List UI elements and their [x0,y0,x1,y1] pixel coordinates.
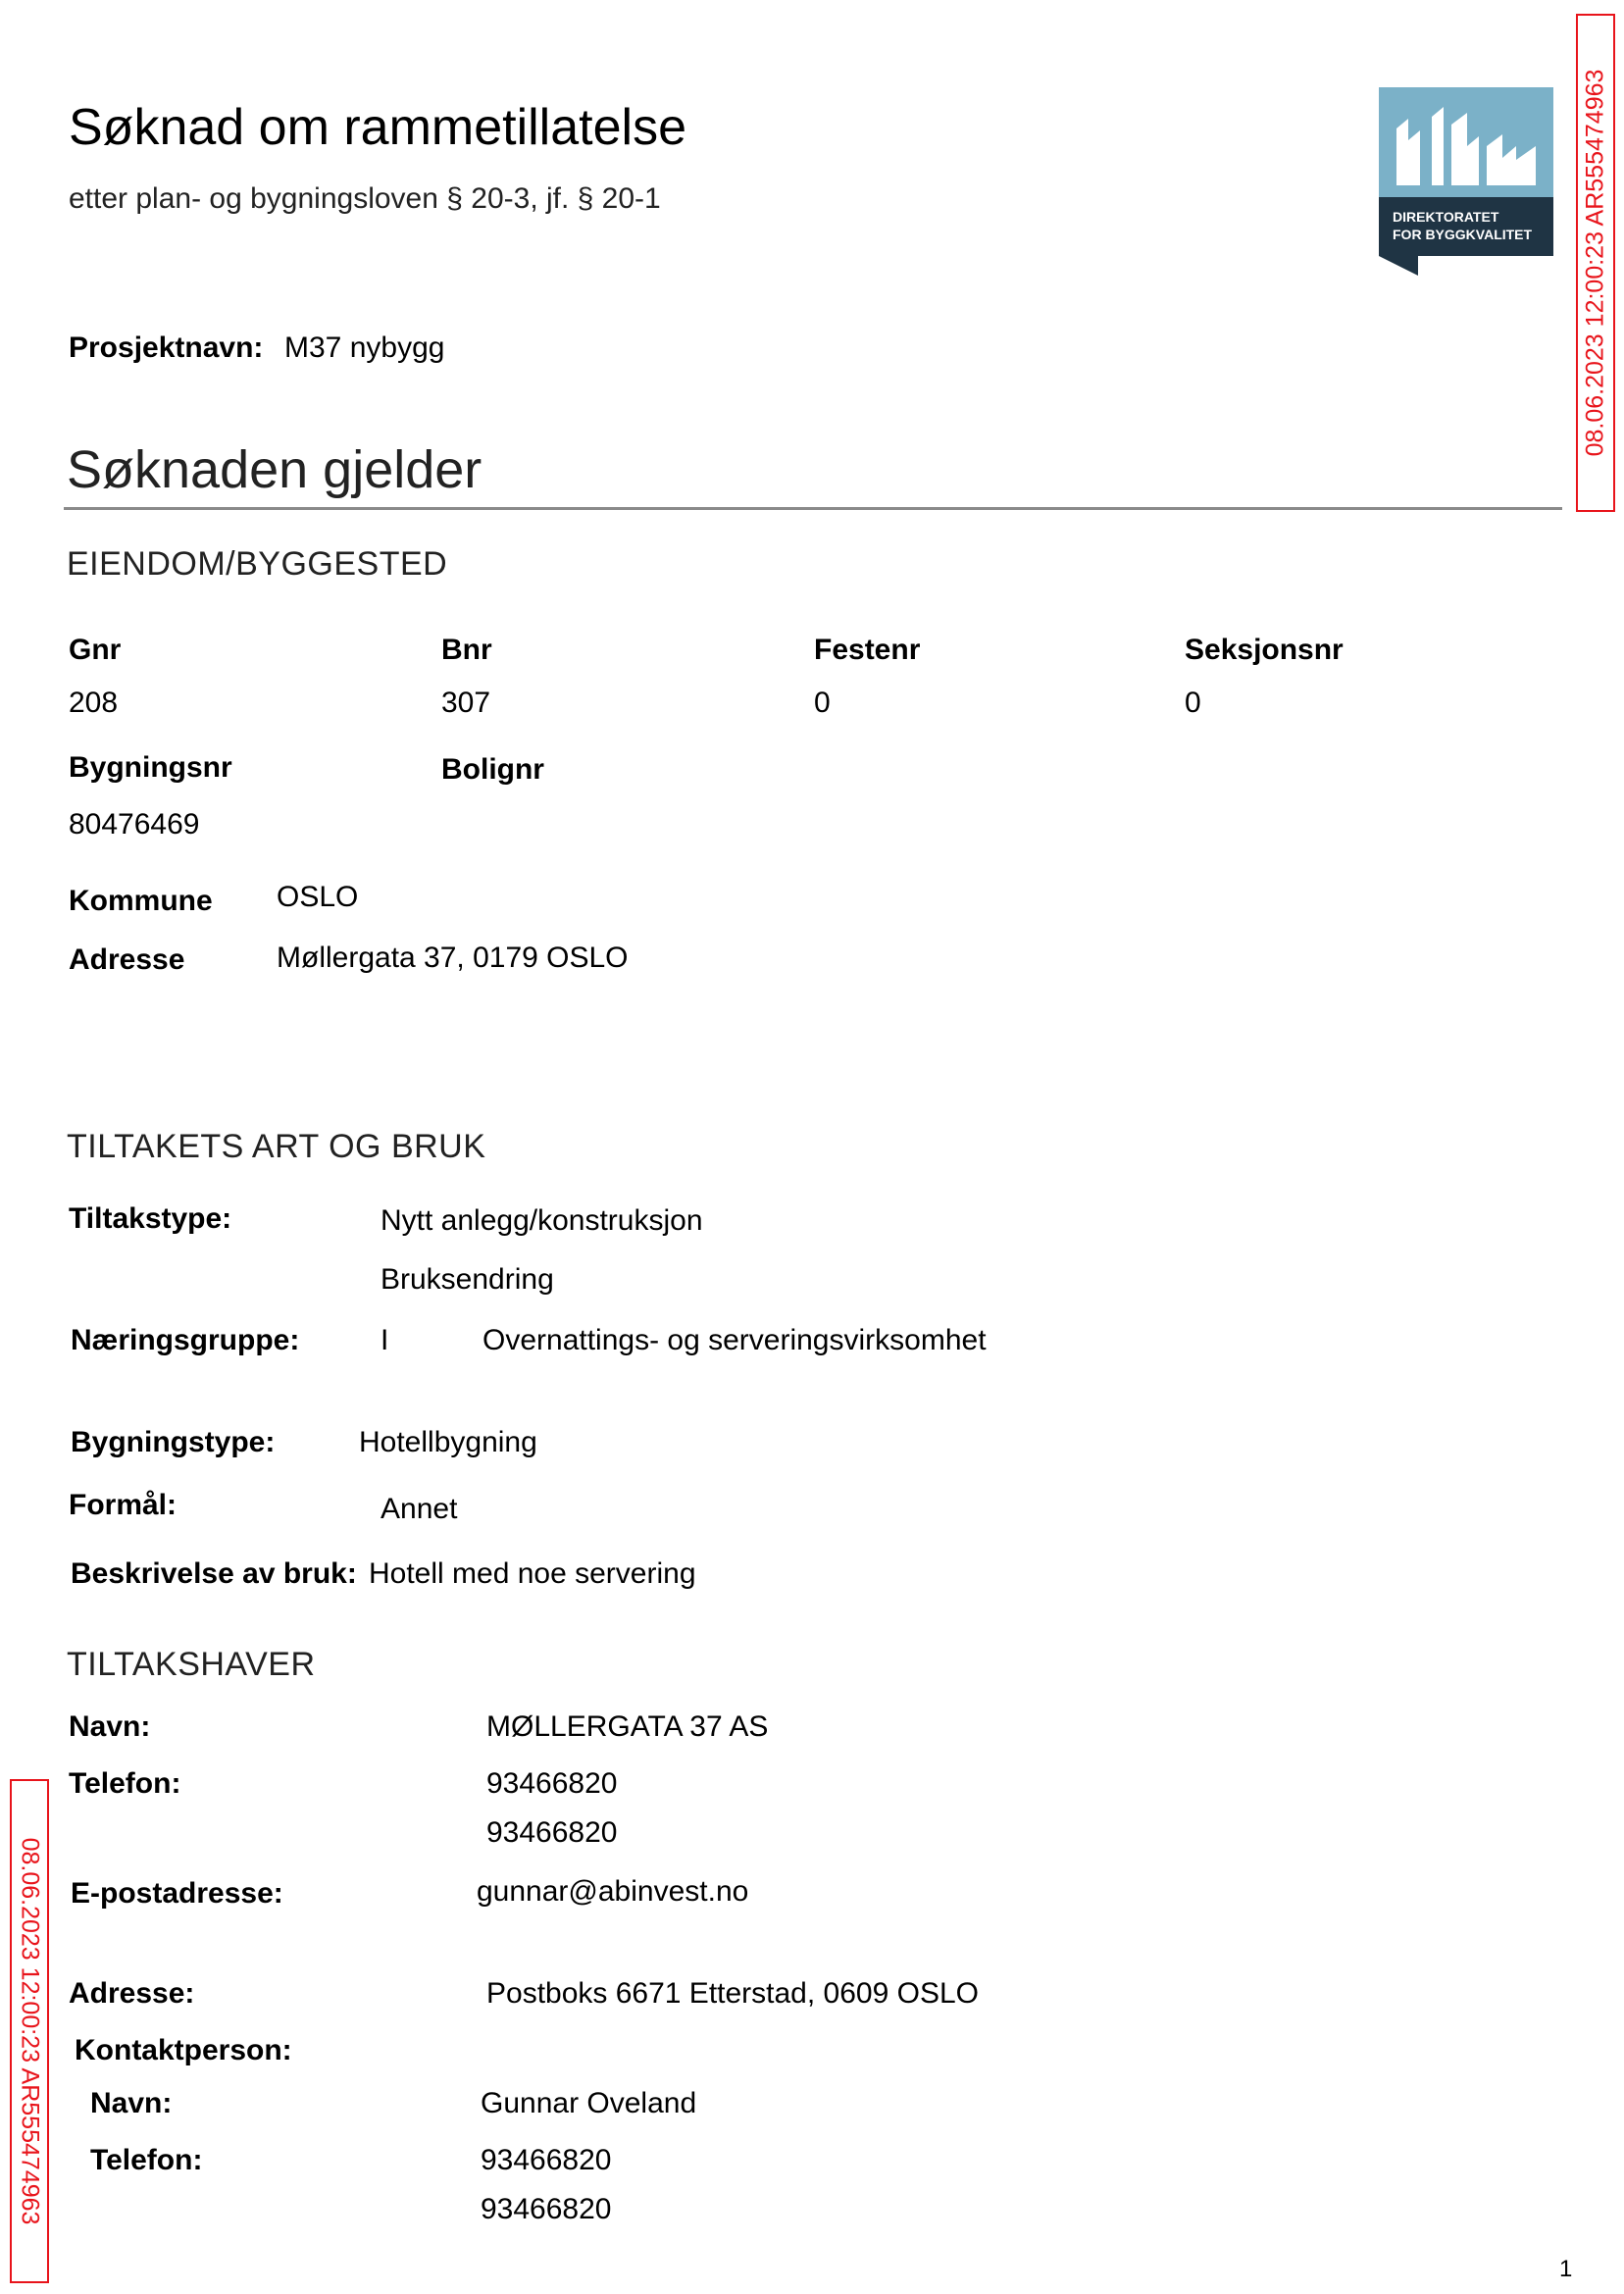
project-name-label: Prosjektnavn: [69,331,264,364]
contact-person-label: Kontaktperson: [75,2034,292,2066]
gnr-value: 208 [69,687,119,719]
bygningsnr-value: 80476469 [69,808,200,841]
bygningsnr-label: Bygningsnr [69,751,232,784]
beskrivelse-label: Beskrivelse av bruk: [71,1557,357,1590]
contact-name-label: Navn: [90,2087,173,2119]
section-title: Søknaden gjelder [67,440,482,499]
bnr-value: 307 [441,687,491,719]
contact-phone-label: Telefon: [90,2144,203,2176]
timestamp-stamp-top: 08.06.2023 12:00:23 AR555474963 [1576,14,1615,512]
adresse-label: Adresse [69,943,185,976]
contact-phone-value-2: 93466820 [481,2193,612,2225]
contact-name-value: Gunnar Oveland [481,2087,697,2119]
owner-name-value: MØLLERGATA 37 AS [486,1710,769,1743]
project-name-value: M37 nybygg [284,331,445,364]
page-number: 1 [1559,2256,1573,2282]
bolignr-label: Bolignr [441,753,544,786]
owner-email-label: E-postadresse: [71,1877,283,1910]
seksjonsnr-value: 0 [1185,687,1201,719]
naeringsgruppe-label: Næringsgruppe: [71,1324,300,1356]
owner-phone-value-1: 93466820 [486,1767,618,1800]
formal-label: Formål: [69,1489,178,1521]
adresse-value: Møllergata 37, 0179 OSLO [277,942,629,974]
building-logo-icon [1379,87,1553,276]
property-heading: EIENDOM/BYGGESTED [67,545,448,583]
seksjonsnr-label: Seksjonsnr [1185,634,1344,666]
owner-heading: TILTAKSHAVER [67,1646,316,1683]
svg-text:FOR BYGGKVALITET: FOR BYGGKVALITET [1393,227,1533,242]
bnr-label: Bnr [441,634,492,666]
bygningstype-label: Bygningstype: [71,1426,276,1458]
tiltakstype-label: Tiltakstype: [69,1202,232,1235]
section-divider [64,507,1562,510]
tiltakstype-value-1: Nytt anlegg/konstruksjon [381,1204,703,1237]
measure-heading: TILTAKETS ART OG BRUK [67,1128,486,1165]
naeringsgruppe-code: I [381,1324,389,1356]
document-title: Søknad om rammetillatelse [69,99,686,156]
owner-name-label: Navn: [69,1710,151,1743]
festenr-label: Festenr [814,634,921,666]
tiltakstype-value-2: Bruksendring [381,1263,554,1296]
owner-phone-value-2: 93466820 [486,1816,618,1849]
owner-email-value: gunnar@abinvest.no [477,1875,749,1908]
dibk-logo [1379,87,1553,276]
kommune-value: OSLO [277,881,359,913]
owner-phone-label: Telefon: [69,1767,181,1800]
kommune-label: Kommune [69,885,213,917]
document-subtitle: etter plan- og bygningsloven § 20-3, jf. § 20-1 [69,182,661,215]
festenr-value: 0 [814,687,831,719]
bygningstype-value: Hotellbygning [359,1426,537,1458]
formal-value: Annet [381,1493,458,1525]
owner-address-label: Adresse: [69,1977,195,2010]
naeringsgruppe-value: Overnattings- og serveringsvirksomhet [482,1324,987,1356]
gnr-label: Gnr [69,634,122,666]
svg-text:DIREKTORATET: DIREKTORATET [1393,209,1499,225]
contact-phone-value-1: 93466820 [481,2144,612,2176]
owner-address-value: Postboks 6671 Etterstad, 0609 OSLO [486,1977,979,2010]
beskrivelse-value: Hotell med noe servering [369,1557,696,1590]
timestamp-stamp-left: 08.06.2023 12:00:23 AR555474963 [10,1779,49,2283]
